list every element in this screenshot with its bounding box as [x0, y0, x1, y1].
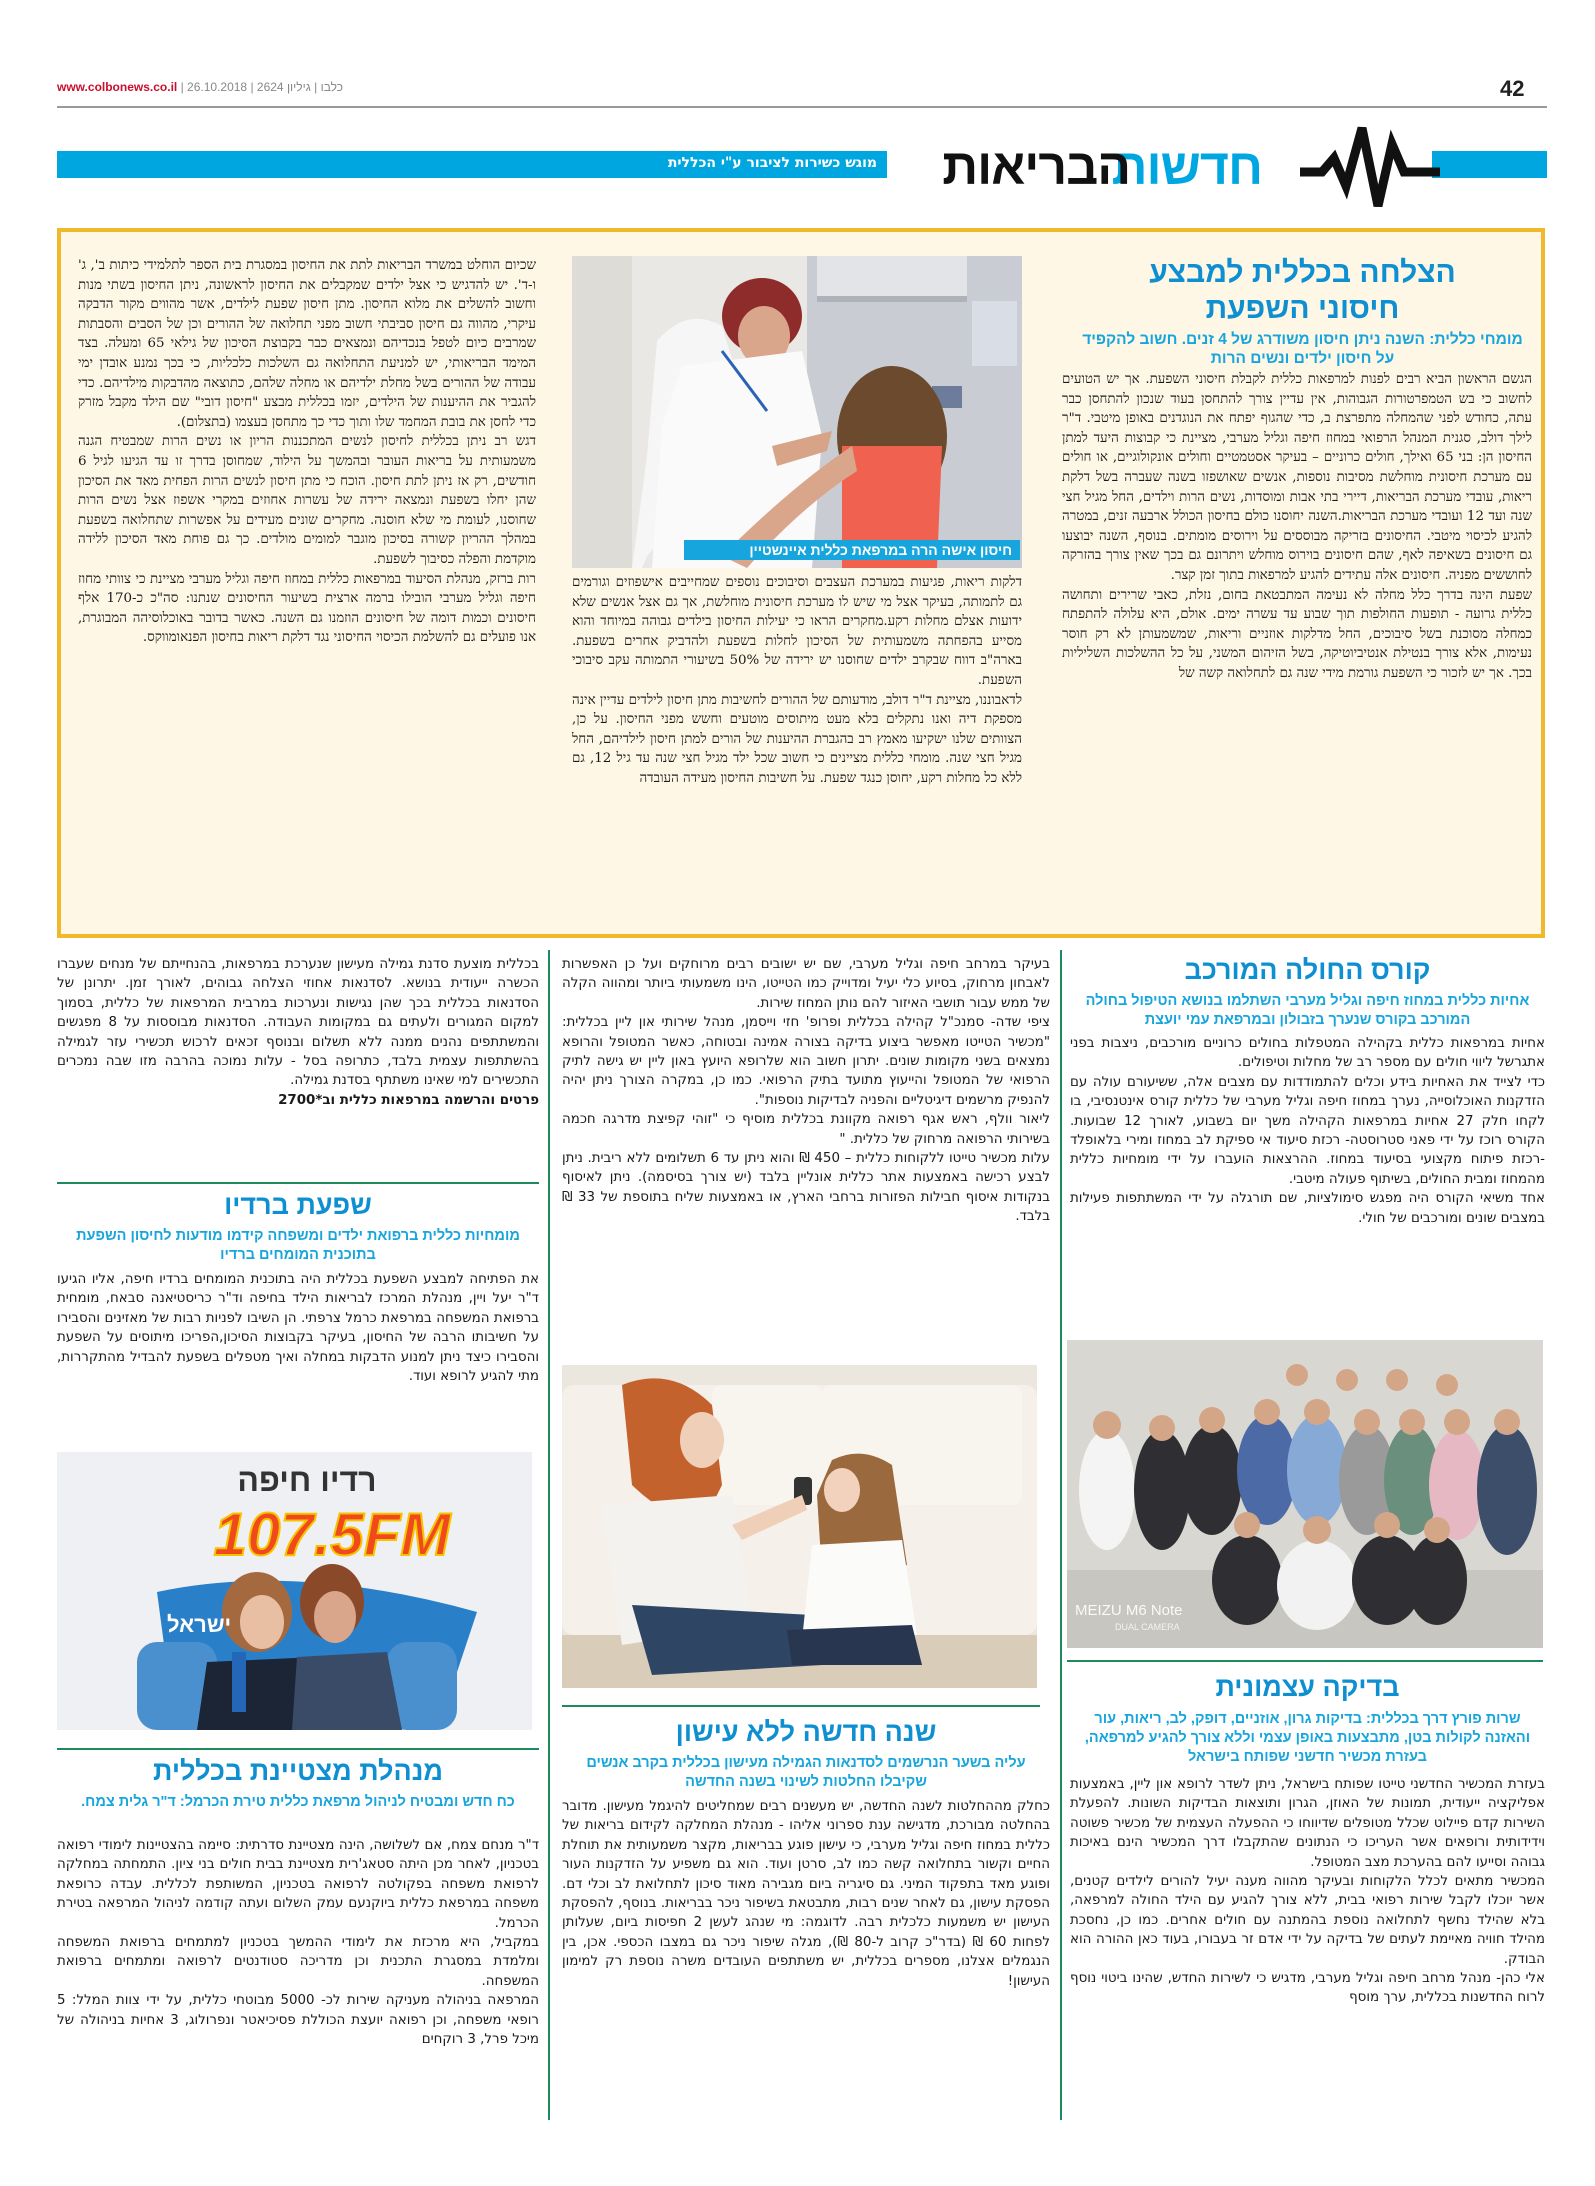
section-rule — [57, 1748, 539, 1750]
flu-col2-paragraph: דלקות ריאות, פגיעות במערכת העצבים וסיבוכים נוספים שמחייבים אישפוזים וגורמים גם לתמותה, בעיקר אצל מי שיש לו מערכת חיסונית מוחלשת, אך גם אצל אנשים שלא ידועות אצלם מחלות רקע.מחקרים הראו כי יעילות החיסון בילדים גבוהה במיוחד והוא מסייע בהפחתה משמעותית של הסיכון לחלות בשפעת ולהדביק אחרים בשפעת. בארה"ב דווח שבקרב ילדים שחוסנו יש ירידה של 50% בשיעורי התמותה עקב סיבוכי השפעת. — [572, 575, 1022, 688]
selfcheck-paragraph: אלי כהן- מנהל מרחב חיפה וגליל מערבי, מדגיש כי לשירות החדש, שהינו ביטוי נוסף לרוח החדשנות בכללית, ערך מוסף — [1070, 1971, 1545, 2006]
issue-info — [57, 80, 343, 94]
flu-col3-paragraph: רות ברזק, מנהלת הסיעוד במרפאות כללית במחוז חיפה וגליל מערבי מציינת כי צוותי מחוז חיפה וגליל מערבי הובילו ברמה ארצית בשיעור החיסונים שנתנו: סה"כ כ-170 אלף חיסונים וכמות דומה של חיסונים הוזמנו גם השנה. כאשר בדובר באוכלוסיהה המבוגרת, אנו פועלים גם להשלמת הכיסוי החיסוני נגד דלקת ריאות בחיסון הפנאומווקס. — [78, 571, 536, 646]
sponsor-bar — [57, 151, 887, 178]
heartbeat-pulse-icon — [1300, 114, 1440, 210]
flu-column-2 — [572, 573, 1022, 789]
selfcheck-cont-paragraph: ליאור וולף, ראש אגף רפואה מקוונת בכללית מוסיף כי "זוהי קפיצת מדרגה חכמה בשירותי הרפואה מרחוק של כללית. " — [562, 1112, 1050, 1147]
smoking-body — [562, 1797, 1050, 1991]
radio-paragraph: את הפתיחה למבצע השפעת בכללית היה בתוכנית המומחים ברדיו חיפה, אליו הגיעו ד"ר יעל ויין, מנהלת המרכז לבריאות הילד בחיפה וד"ר כריסטיאנה סבאח, מומחית ברפואת המשפחה במרפאת כרמל צרפתי. הן השיבו לפניות רבות של מאזינים והסבירו על חשיבותו הרבה של החיסון, בעיקר בקבוצות הסיכון,הפריכו מיתוסים על השפעת והסבירו כיצד ניתן למנוע הדבקות במחלה ואיך מטפלים בשפעת להבדיל מהתקררות, מתי להגיע לרופא ועוד. — [57, 1272, 539, 1385]
vaccination-photo-illustration — [572, 256, 1022, 568]
issue-meta: | כלבו | גיליון 2624 | 26.10.2018 — [177, 80, 344, 94]
course-subhead: אחיות כללית במחוז חיפה וגליל מערבי השתלמו בנושא הטיפול בחולה המורכב בקורס שנערך בזבולון ובמרפאת עמי יועצת — [1085, 993, 1530, 1028]
flu-headline-line2: חיסוני השפעת — [1205, 292, 1400, 325]
flu-headline — [1060, 255, 1545, 327]
flu-column-3 — [78, 256, 536, 648]
masthead-bar-right — [1432, 151, 1547, 178]
flu-col3-paragraph: דגש רב ניתן בכללית לחיסון לנשים המתכננות הריון או נשים הרות שמבטיח הגנה משמעותית על בריאות העובר ובהמשך על הילוד, שמחוסן בדרך זו עד הגיעו לגיל 6 חודשים, רק אז ניתן לתת חיסון. הוכח כי מתן חיסון לנשים הרות הפחית מאד את הסיכון שהן יחלו בשפעת ונמצאה ירידה של עשרות אחוזים במקרי אשפוז אצל נשים הרות שחוסנו, לעומת מי שלא חוסנה. מחקרים שונים מעידים על אפשרות שתחלואה בשפעת במהלך ההריון קשורה בסיכון מוגבר למומים מולדים. כך גם פוחת מאד הסיכון ללידה מוקדמת והפלה כסיבוך לשפעת. — [78, 434, 536, 567]
photo-radio-studio — [57, 1452, 532, 1730]
photo-nurses-group — [1067, 1340, 1543, 1648]
course-body — [1070, 1034, 1545, 1228]
flu-col1-paragraph: שפעת הינה בדרך כלל מחלה לא נעימה המתבטאת בחום, נזלת, כאבי שרירים ותחושה כללית גרועה - תופעות החולפות תוך שבוע עד עשרה ימים. אולם, היא עלולה להתפתח כמחלה מסוכנת בשל סיבוכים, החל מדלקות אוזניים וריאות, שמשמעותן לא רק חוסר נעימות, אלא צורך בנטילת אנטיביוטיקה, בשל הזיהום המשני, על כל ההשלכות השליליות בכך. אך יש לזכור כי השפעת גורמת מידי שנה גם לתחלואה קשה של — [1062, 587, 1532, 681]
column-rule — [548, 950, 550, 2120]
camera-watermark-sub: DUAL CAMERA — [1115, 1622, 1180, 1632]
home-exam-photo-illustration — [562, 1365, 1037, 1688]
column-rule — [1060, 950, 1062, 2120]
course-paragraph: אחד משיאי הקורס היה מפגש סימולציות, שם תורגלה על ידי המשתתפות פעילות במצבים שונים ומורכבים של חולי. — [1070, 1191, 1545, 1226]
section-rule — [562, 1705, 1040, 1707]
manager-body — [57, 1836, 539, 2049]
radio-body — [57, 1270, 539, 1386]
header-rule — [57, 106, 1547, 108]
section-rule — [57, 1182, 539, 1184]
manager-paragraph: המרפאה בניהולה מעניקה שירות לכ- 5000 מבוטחי כללית, על ידי צוות המלל: 5 רופאי משפחה, וכן רפואה יועצת הכוללת פסיכיאטר ונפרולוג, 3 אחיות בניהולה של מיכל פרל, 3 רוקחים — [57, 1993, 539, 2048]
photo-mother-daughter-device — [562, 1365, 1037, 1688]
smoking-paragraph: כחלק מההחלטות לשנה החדשה, יש מעשנים רבים שמחליטים להיגמל מעישון. מדובר בהחלטה מבורכת, מדגישה ענת ספרוני אליהו - מנהלת המחלקה לקידום בריאות של כללית במחוז חיפה וגליל מערבי, כי עישון פוגע בבריאות, מקצר משמעותית את תוחלת החיים וקשור בתחלואה קשה כמו לב, סרטן ועוד. הוא גם משפיע על הזדקנות העור ופוגע מאד בתפקוד המיני. גם סיגריה ביום מגבירה מאוד סיכון לתחלואת לב וכלי דם. הפסקת עישון, גם לאחר שנים רבות, מתבטאת בשיפור ניכר בבריאות. בנוסף, להפסקת העישון יש משמעות כלכלית רבה. לדוגמה: מי שנהג לעשן 2 חפיסות ביום, שעלותן לפחות 60 ₪ (בדר"כ קרוב ל-80 ₪), מגלה שיפור ניכר גם במצבו הכספי. אכן, בין הנגמלים אצלנו, מספרים בכללית, יש משתתפים העובדים משרה נוספת רק למימון העישון! — [562, 1799, 1050, 1989]
radio-station-name: רדיו חיפה — [237, 1462, 377, 1498]
flu-subhead: מומחי כללית: השנה ניתן חיסון משודרג של 4 זנים. חשוב להקפיד על חיסון ילדים ונשים הרות — [1082, 331, 1523, 367]
selfcheck-subhead: שרות פורץ דרך בכללית: בדיקות גרון, אוזניים, דופק, לב, ריאות, עור והאזנה לקולות בטן, מתבצעות באופן עצמי וללא צורך להגיע למרפאה, בעזרת מכשיר חדשני שפותח בישראל — [1084, 1711, 1531, 1765]
manager-paragraph: במקביל, היא מרכזת את לימודי ההמשך בטכניון למתמחים ברפואת המשפחה ומלמדת במסגרת התכנית וכן מדריכה סטודנטים לרפואה ומתמחים ברפואת המשפחה. — [57, 1935, 539, 1989]
flu-column-1 — [1062, 370, 1532, 684]
flu-col2-paragraph: לדאבוננו, מציינת ד"ר דולב, מודעותם של ההורים לחשיבות מתן חיסון לילדים עדיין אינה מספקת דיה ואנו נתקלים בלא מעט מיתוסים מוטעים וחשש מפני החיסון. על כן, הצוותים שלנו ישקיעו מאמץ רב בהגברת ההיענות של הורים למתן חיסון לילדיהם, החל מגיל חצי שנה. מומחי כללית מציינים כי חשוב שכל ילד מגיל חצי שנה עד גיל 12, גם ללא כל מחלות רקע, יחוסן כנגד שפעת. על חשיבות החיסון מעידה העובדה — [572, 692, 1022, 786]
masthead-word-news: חדשות — [1111, 139, 1262, 195]
selfcheck-cont-paragraph: בעיקר במרחב חיפה וגליל מערבי, שם יש ישובים רבים מרוחקים ועל כן האפשרות לאבחון מרחוק, בסיוע כלי יעיל ומדוייק כמו הטייטו, הינו משמעותי ביותר ומהווה הקלה של ממש עבור תושבי האיזור להם נותן המחוז שירות. — [562, 957, 1050, 1011]
smoking-registration-line: פרטים והרשמה במרפאות כללית וב*2700 — [278, 1092, 539, 1108]
photo-vaccination-nurse — [572, 256, 1022, 568]
manager-headline: מנהלת מצטיינת בכללית — [153, 1756, 443, 1786]
page-number: 42 — [1500, 76, 1525, 101]
smoking-continued — [57, 955, 539, 1110]
radio-subhead: מומחיות כללית ברפואת ילדים ומשפחה קידמו מודעות לחיסון השפעת בתוכנית המומחים ברדיו — [76, 1228, 520, 1263]
manager-paragraph: ד"ר מנחם צמח, אם לשלושה, הינה מצטיינת סדרתית: סיימה בהצטיינות לימודי רפואה בטכניון, לאחר מכן היתה סטאג'רית מצטיינת בבית חולים בני ציון. התמחתה במחלקה לרפואת משפחה בפקולטה לרפואה בטכניון, המשותפת לכללית. עבדה כרופאת משפחה במרפאת כללית ביוקנעם עמק השלום ועתה קודמה לניהול המרפאה בטירת הכרמל. — [57, 1838, 539, 1931]
masthead-word-health: הבריאות — [942, 139, 1130, 195]
site-link[interactable]: www.colbonews.co.il — [57, 80, 178, 94]
smoking-cont-paragraph: בכללית מוצעת סדנת גמילה מעישון שנערכת במרפאות, בהנחייתם של מנחים שעברו הכשרה ייעודית בנושא. לסדנאות אחוזי הצלחה גבוהים, לאורך זמן. יתרונן של הסדנאות בכללית בכך שהן נגישות ונערכות במרבית המרפאות של כללית, בסמוך למקום המגורים ולעתים גם במקומות העבודה. הסדנאות מבוססות על 8 מפגשים והמשתתפים נהנים ממנה ללא תשלום ובנוסף זכאים לרכוש תכשירי עזר לגמילה בהשתתפות עצמית בלבד, כתרופה בסל - עלות נמוכה בהרבה מזו שבה נמכרים התכשירים למי שאינו משתתף בסדנת גמילה. — [57, 957, 539, 1089]
flu-headline-line1: הצלחה בכללית למבצע — [1149, 256, 1456, 289]
selfcheck-cont-paragraph: עלות מכשיר טייטו ללקוחות כללית – 450 ₪ והוא ניתן עד 6 תשלומים ללא ריבית. ניתן לבצע רכישה באמצעות אתר כללית אונליין בלבד (יש צורך בסיסמה). ניתן לאיסוף בנקודות איסוף חבילות הפזורות ברחבי הארץ, או באמצעות שליח בתוספת של 33 ₪ בלבד. — [562, 1151, 1051, 1225]
smoking-headline: שנה חדשה ללא עישון — [675, 1717, 937, 1747]
selfcheck-paragraph: בעזרת המכשיר החדשני טייטו שפותח בישראל, ניתן לשדר לרופא און ליין, באמצעות אפליקציה ייעודית, תמונות של האוזן, הגרון ותוצאות הבדיקות השונות. להפעלת השירות קדם פיילוט שכלל מטופלים שדיווחו כי ההפעלה העצמית של מכשיר פשוטה וידידותית ורופאים אשר העריכו כי הנתונים שהתקבלו דרך המכשיר הינם באיכות גבוהה וסייעו להם בהערכת מצב המטופל. — [1070, 1777, 1545, 1870]
course-headline: קורס החולה המורכב — [1184, 955, 1431, 985]
smoking-subhead: עליה בשער הנרשמים לסדנאות הגמילה מעישון בכללית בקרב אנשים שקיבלו החלטות לשינוי בשנה החדשה — [586, 1755, 1026, 1790]
course-paragraph: כדי לצייד את האחיות בידע וכלים להתמודדות עם מצבים אלה, ששיעורם עולה עם הזדקנות האוכלוסייה, נערך במחוז חיפה וגליל מערבי של כללית קורס אינטנסיבי, בו לקחו חלק 27 אחיות במרפאות הקהילה משך יום בשבוע, לאורך 12 שבועות. הקורס רוכז על ידי פאני סטרוסטה- רכזת סיעוד אי ספיקת לב במחוז ומירי בלאופלד -רכזת פיתוח מקצועי בסיעוד במחוז. ההרצאות הועברו על ידי מומחיות כללית מהמחוז ומבית החולים, בשיתוף פעולה מיטבי. — [1070, 1074, 1545, 1187]
selfcheck-paragraph: המכשיר מתאים לכלל הלקוחות ובעיקר מהווה מענה יעיל להורים לילדים קטנים, אשר יוכלו לקבל שירות רפואי בבית, ללא צורך להגיע עם הילד החולה למרפאה, בלא שהילד נחשף לתחלואה נוספת בהמתנה עם חולים אחרים. כמו כן, נחסכת מהילד חוויה מאיימת לעתים של בדיקה על ידי אדם זר בעבורו, בעוד כאן ההורה הוא הבודק. — [1070, 1874, 1545, 1967]
flu-col1-paragraph: הגשם הראשון הביא רבים לפנות למרפאות כללית לקבלת חיסוני השפעת. אך יש הטועים לחשוב כי בש הטמפרטורות הגבוהות, אין עדיין צורך להתחסן בעוד שנכון להתחסן כבר עתה, כחודש לפני שהמחלה מתפרצת ב, כדי שהגוף יפתח את הנוגדנים באופן מיטבי. ד"ר לילך דולב, סגנית המנהל הרפואי במחוז חיפה וגליל מערבי, מציינת כי קבוצות היעד למתן החיסון הן: בני 65 ואילך, חולים כרוניים – בעיקר אסטמטיים וחולים אונקולוגיים, או חולים עם מערכת חיסונית מוחלשת מסיבות נוספות, אנשים שאושפזו בשנה שעברה בשל דלקת ריאות, עובדי מערכת הבריאות, דיירי בתי אבות ומוסדות, נשים הרות וילדים, החל מגיל חצי שנה ועד 12 ועובדי מערכת הבריאות.השנה יחוסנו כולם בחיסון הכולל ארבעה זנים, במטרה להגיע לכיסוי מיטבי. החיסונים בזריקה מבוססים על וירוסים מומתים. בנוסף, השנה יבוצעו גם חיסונים בשאיפה לאף, שהם חיסונים בוירוס מוחלש ויתרונם גם בכך שאין צורך בהזרקה לחוששים מפניה. חיסונים אלה עתידים להגיע למרפאות בתוך זמן קצר. — [1062, 372, 1533, 583]
manager-subhead: כח חדש ומבטיח לניהול מרפאת כללית טירת הכרמל: ד"ר גלית צמח. — [81, 1794, 515, 1810]
radio-headline: שפעת ברדיו — [224, 1190, 372, 1220]
course-paragraph: אחיות במרפאות כללית בקהילה המטפלות בחולים כרוניים מורכבים, ניצבות בפני אתגרשל ליווי חולים עם מספר רב של מחלות וטיפולים. — [1070, 1036, 1545, 1071]
section-rule — [1067, 1660, 1543, 1662]
radio-frequency: 107.5FM — [213, 1501, 451, 1568]
selfcheck-cont-paragraph: ציפי שדה- סמנכ"ל קהילה בכללית ופרופ' חזי וייסמן, מנהל שירותי און ליין בכללית: "מכשיר הטייטו מאפשר ביצוע בדיקה בצורה אמינה ובטוחה, כאשר המטופל והרופא נמצאים בשני מקומות שונים. יתרון חשוב הוא שלרופא היועץ באון ליין יש גישה לתיק הרפואי של המטופל והייעוץ מתועד בתיק הרפואי. כמו כן, במקרה הצורך ניתן יהיה להנפיק מרשמים דיגיטליים והפניה לבדיקות נוספות". — [562, 1015, 1050, 1108]
radio-sign-tagline: ישראל — [167, 1612, 232, 1637]
photo-caption: חיסון אישה הרה במרפאת כללית איינשטיין — [684, 540, 1020, 560]
flu-col3-paragraph: שכיום הוחלט במשרד הבריאות לתת את החיסון במסגרת בית הספר לתלמידי כיתות ב', ג' ו-ד'. יש להדגיש כי אצל ילדים שמקבלים את החיסון לראשונה, ניתן החיסון בשתי מנות וחשוב להשלים את מלוא החיסון. מתן חיסון שפעת לילדים, אשר מהווים מקור הדבקה עיקרי, מהווה גם חיסון סביבתי חשוב מפני תחלואה של ההורים וכן של הסבים והסבתות שמרבים כיום לטפל בנכדיהם ונמצאים כבר בקבוצת הסיכון של גילאי 65 ומעלה. בצד המימד הבריאותי, יש למניעת התחלואה גם השלכות כלכליות, כי בכך נמנע אובדן ימי עבודה של ההורים בשל מחלת ילדיהם או מחלה שלהם, כתוצאה מהדבקות מילדיהם. כדי להגביר את ההיענות של הילדים, יזמו בכללית מבצע "חיסון דובי" שם הילד מקבל מזרק כדי לחסן את בובת המחמד שלו ותוך כדי כך מתחסן בעצמו (בתצלום). — [78, 258, 536, 430]
camera-watermark: MEIZU M6 Note — [1075, 1602, 1183, 1619]
sponsor-text: מוגש כשירות לציבור ע"י הכללית — [667, 155, 877, 171]
selfcheck-headline: בדיקה עצמונית — [1215, 1672, 1400, 1702]
selfcheck-continued — [562, 955, 1050, 1227]
selfcheck-body — [1070, 1775, 1545, 2008]
